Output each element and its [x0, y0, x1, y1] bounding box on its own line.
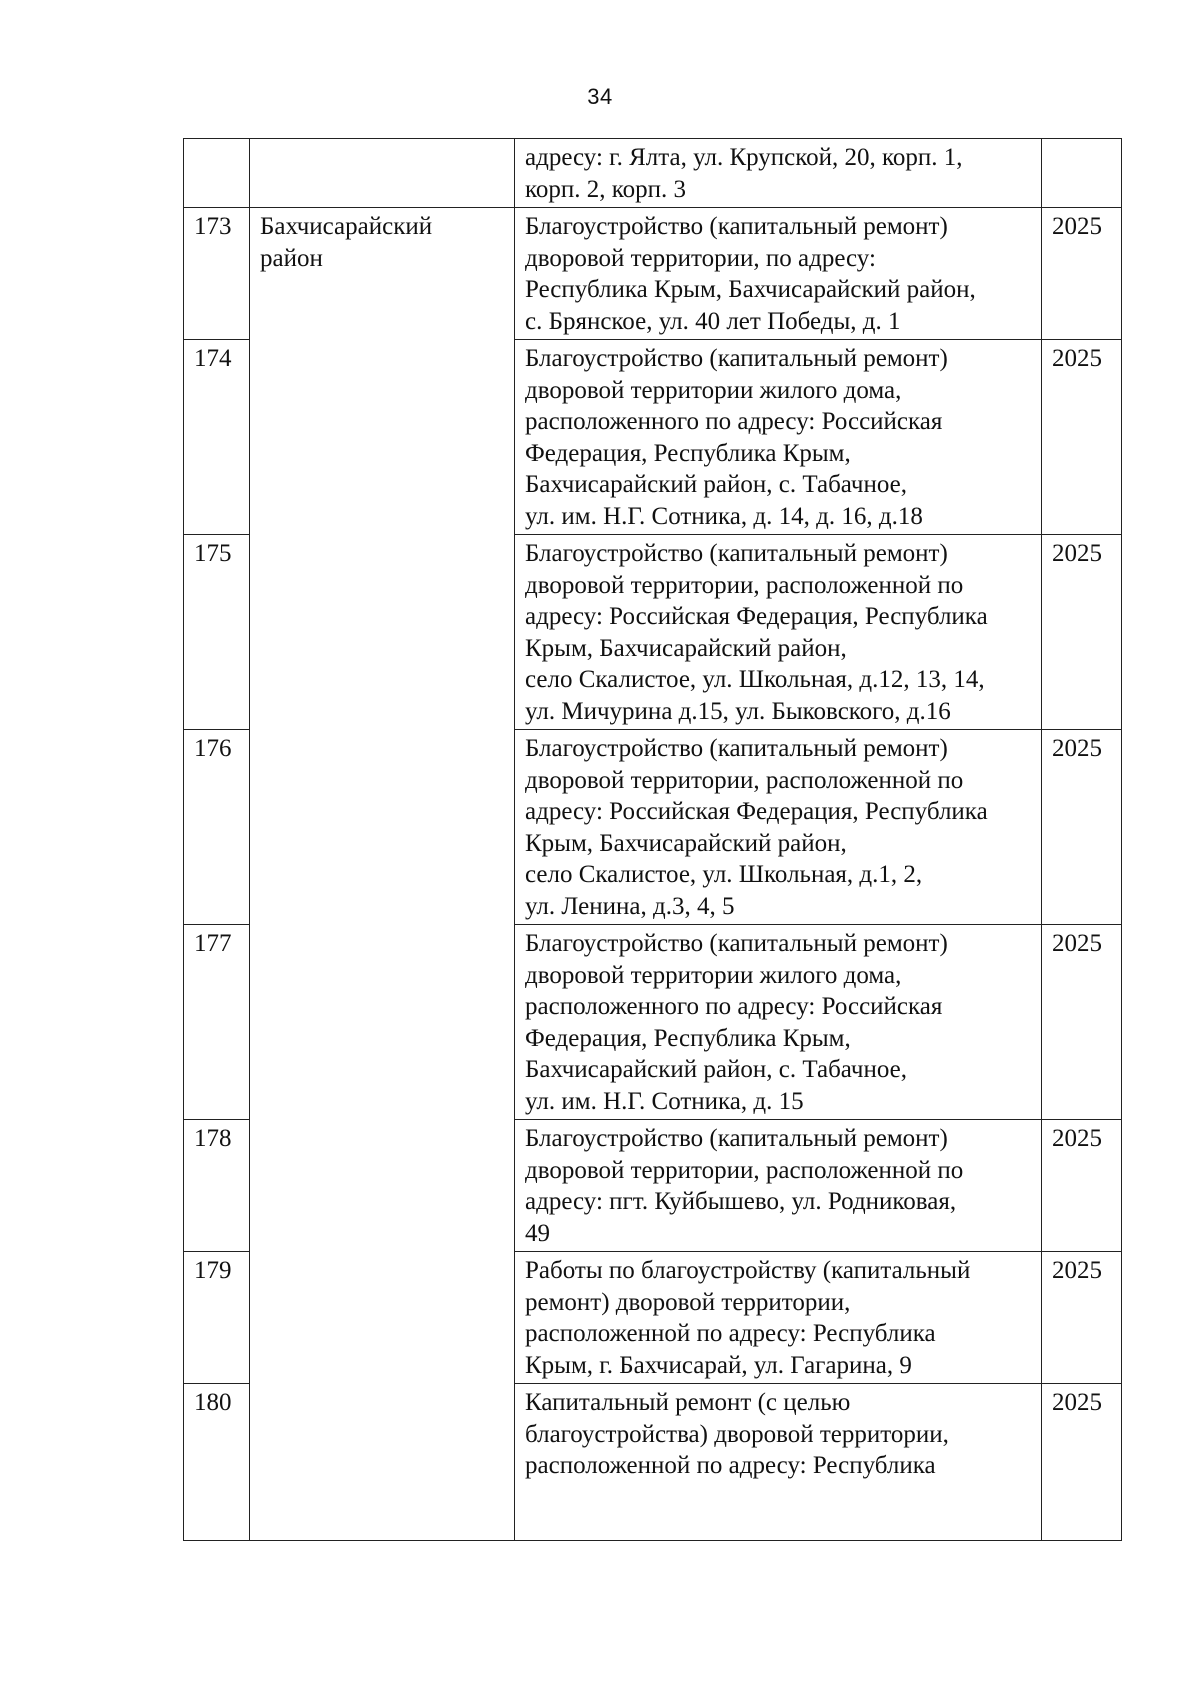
row-number: 175	[194, 540, 232, 567]
description-line: адресу: пгт. Куйбышево, ул. Родниковая,	[525, 1188, 957, 1215]
area-cell	[250, 208, 515, 1541]
row-number-cell	[184, 925, 250, 1120]
description-line: Крым, Бахчисарайский район,	[525, 634, 847, 662]
year-value: 2025	[1052, 345, 1102, 372]
description-line: дворовой территории, расположенной по	[525, 766, 964, 794]
row-number: 177	[194, 930, 232, 957]
table-row	[184, 139, 1122, 208]
description-line: дворовой территории, расположенной по	[525, 1156, 964, 1184]
description-cell	[515, 1252, 1042, 1384]
description-line: село Скалистое, ул. Школьная, д.1, 2,	[525, 861, 923, 888]
description-cell	[515, 1384, 1042, 1541]
area-cell	[250, 139, 515, 208]
row-number-cell	[184, 139, 250, 208]
year-cell	[1042, 208, 1122, 340]
description-cell	[515, 139, 1042, 208]
year-cell	[1042, 139, 1122, 208]
description-cell	[515, 208, 1042, 340]
description-line: Крым, Бахчисарайский район,	[525, 829, 847, 857]
description-line: ул. им. Н.Г. Сотника, д. 14, д. 16, д.18	[525, 502, 923, 530]
description-line: Благоустройство (капитальный ремонт)	[525, 540, 948, 567]
description-line: благоустройства) дворовой территории,	[525, 1420, 949, 1448]
description-line: Федерация, Республика Крым,	[525, 439, 851, 467]
year-cell	[1042, 925, 1122, 1120]
page-number: 34	[587, 84, 613, 109]
program-table	[183, 138, 1122, 1541]
description-line: Капитальный ремонт (с целью	[525, 1389, 851, 1416]
row-number: 174	[194, 345, 232, 372]
year-cell	[1042, 730, 1122, 925]
year-value: 2025	[1052, 540, 1102, 567]
description-line: расположенной по адресу: Республика	[525, 1452, 936, 1479]
description-line: Благоустройство (капитальный ремонт)	[525, 930, 948, 957]
description-line: село Скалистое, ул. Школьная, д.12, 13, 14,	[525, 666, 985, 693]
row-number-cell	[184, 730, 250, 925]
description-cell	[515, 340, 1042, 535]
row-number-cell	[184, 340, 250, 535]
year-cell	[1042, 1120, 1122, 1252]
description-line: расположенного по адресу: Российская	[525, 408, 943, 435]
row-number: 173	[194, 213, 232, 240]
description-line: дворовой территории жилого дома,	[525, 961, 902, 989]
description-line: ул. Мичурина д.15, ул. Быковского, д.16	[525, 697, 951, 725]
description-line: Благоустройство (капитальный ремонт)	[525, 735, 948, 762]
description-line: адресу: Российская Федерация, Республика	[525, 603, 988, 630]
row-number-cell	[184, 1384, 250, 1541]
description-line: адресу: г. Ялта, ул. Крупской, 20, корп. 1,	[525, 144, 963, 171]
year-value: 2025	[1052, 930, 1102, 957]
row-number: 180	[194, 1389, 232, 1416]
year-value: 2025	[1052, 1389, 1102, 1416]
description-line: Федерация, Республика Крым,	[525, 1024, 851, 1052]
description-line: дворовой территории, расположенной по	[525, 571, 964, 599]
description-line: Республика Крым, Бахчисарайский район,	[525, 276, 976, 303]
description-cell	[515, 535, 1042, 730]
description-line: Крым, г. Бахчисарай, ул. Гагарина, 9	[525, 1351, 912, 1379]
description-line: ул. Ленина, д.3, 4, 5	[525, 892, 735, 920]
row-number-cell	[184, 208, 250, 340]
year-cell	[1042, 535, 1122, 730]
row-number: 179	[194, 1257, 232, 1284]
description-line: ремонт) дворовой территории,	[525, 1288, 851, 1316]
description-line: расположенного по адресу: Российская	[525, 993, 943, 1020]
row-number: 178	[194, 1125, 232, 1152]
description-line: Благоустройство (капитальный ремонт)	[525, 345, 948, 372]
year-cell	[1042, 340, 1122, 535]
row-number: 176	[194, 735, 232, 762]
row-number-cell	[184, 1120, 250, 1252]
year-value: 2025	[1052, 213, 1102, 240]
area-name-line: район	[260, 244, 323, 272]
description-line: 49	[525, 1219, 550, 1247]
table-row	[184, 208, 1122, 340]
description-line: Бахчисарайский район, с. Табачное,	[525, 471, 907, 498]
year-value: 2025	[1052, 735, 1102, 762]
description-line: с. Брянское, ул. 40 лет Победы, д. 1	[525, 307, 901, 335]
description-line: дворовой территории жилого дома,	[525, 376, 902, 404]
description-line: дворовой территории, по адресу:	[525, 244, 876, 272]
description-cell	[515, 730, 1042, 925]
description-line: расположенной по адресу: Республика	[525, 1320, 936, 1347]
description-cell	[515, 925, 1042, 1120]
row-number-cell	[184, 1252, 250, 1384]
table-body	[184, 139, 1122, 1541]
row-number-cell	[184, 535, 250, 730]
description-line: Благоустройство (капитальный ремонт)	[525, 1125, 948, 1152]
description-line: ул. им. Н.Г. Сотника, д. 15	[525, 1087, 804, 1115]
year-value: 2025	[1052, 1125, 1102, 1152]
description-line: корп. 2, корп. 3	[525, 175, 687, 203]
description-line: Работы по благоустройству (капитальный	[525, 1257, 971, 1284]
year-cell	[1042, 1384, 1122, 1541]
year-value: 2025	[1052, 1257, 1102, 1284]
description-line: Благоустройство (капитальный ремонт)	[525, 213, 948, 240]
description-line: адресу: Российская Федерация, Республика	[525, 798, 988, 825]
description-cell	[515, 1120, 1042, 1252]
area-name-line: Бахчисарайский	[260, 213, 433, 240]
description-line: Бахчисарайский район, с. Табачное,	[525, 1056, 907, 1083]
year-cell	[1042, 1252, 1122, 1384]
